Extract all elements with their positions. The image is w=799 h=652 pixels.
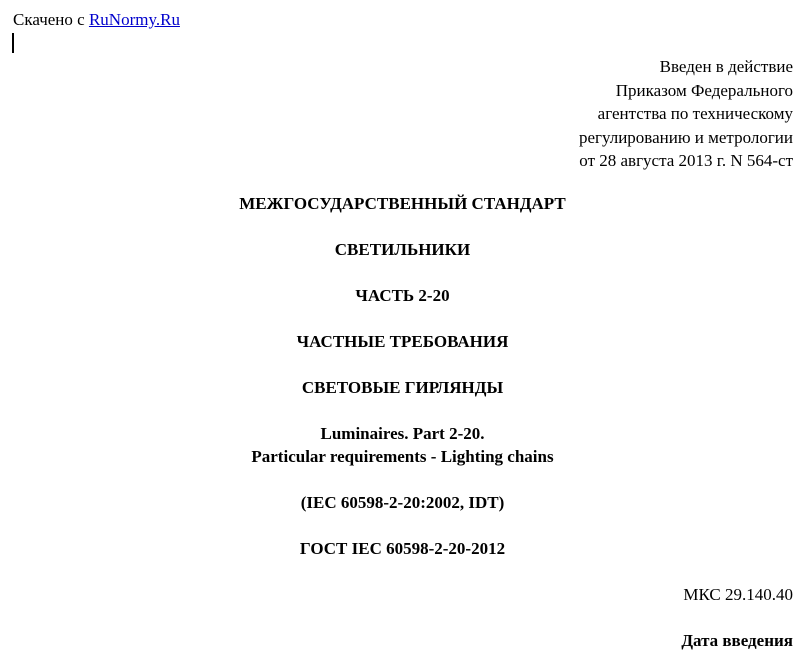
approval-line: Введен в действие: [659, 57, 793, 76]
standard-type-heading: МЕЖГОСУДАРСТВЕННЫЙ СТАНДАРТ: [239, 194, 566, 213]
approval-line: агентства по техническому: [597, 104, 793, 123]
gost-designation: ГОСТ IEC 60598-2-20-2012: [299, 539, 506, 558]
requirements-heading: ЧАСТНЫЕ ТРЕБОВАНИЯ: [296, 332, 509, 351]
approval-block: [579, 55, 793, 173]
part-heading: ЧАСТЬ 2-20: [355, 286, 450, 305]
english-title-line-1: Luminaires. Part 2-20.: [320, 424, 485, 443]
subject-heading: СВЕТОВЫЕ ГИРЛЯНДЫ: [301, 378, 504, 397]
source-link[interactable]: RuNormy.Ru: [88, 10, 180, 29]
approval-line: Приказом Федерального: [615, 80, 793, 100]
approval-line: регулированию и метрологии: [578, 127, 793, 147]
iec-reference: (IEC 60598-2-20:2002, IDT): [300, 493, 505, 512]
source-line: [13, 9, 180, 31]
document-name-heading: СВЕТИЛЬНИКИ: [334, 240, 471, 259]
mks-code: МКС 29.140.40: [683, 585, 793, 604]
source-prefix: Скачено с: [13, 10, 89, 29]
intro-date-label: Дата введения: [681, 631, 793, 650]
approval-line: от 28 августа 2013 г. N 564-ст: [579, 151, 793, 170]
text-cursor: [12, 33, 14, 53]
english-title-line-2: Particular requirements - Lighting chains: [251, 447, 554, 466]
